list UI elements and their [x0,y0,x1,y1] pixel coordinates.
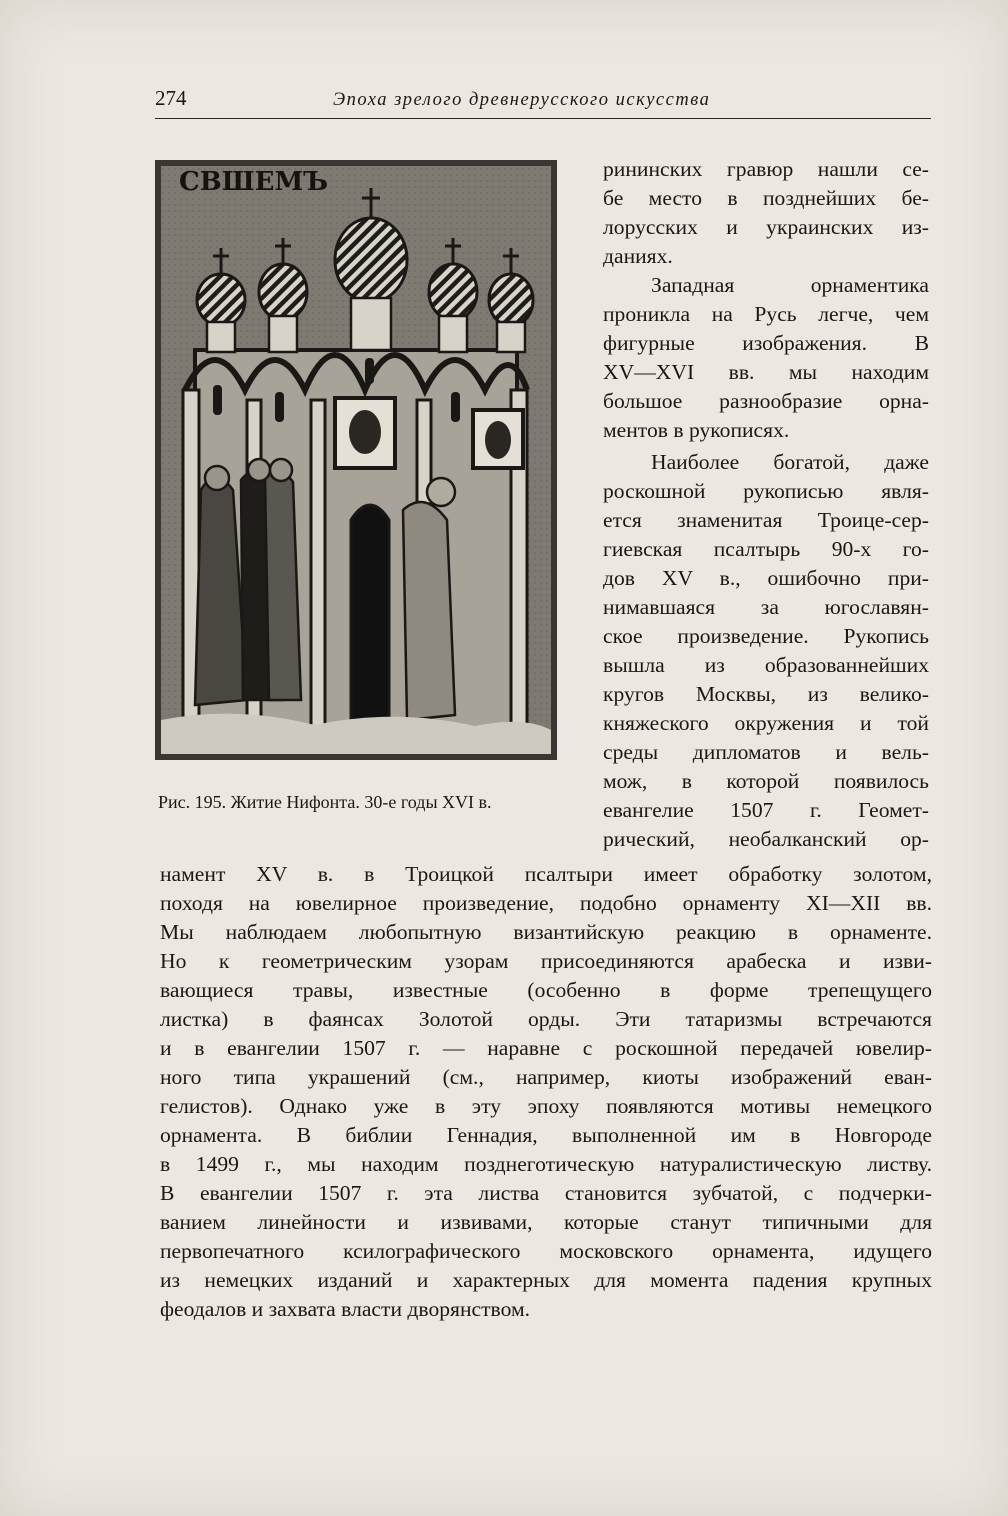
column-line: княжеского окружения и той [603,711,929,735]
figure-caption: Рис. 195. Житие Нифонта. 30-е годы XVI в. [158,792,492,812]
column-line: Западная орнаментика [651,273,929,297]
body-line: в 1499 г., мы находим позднеготическую натуралистическую листву. [160,1152,932,1176]
column-line: фигурные изображения. В [603,331,929,355]
body-line: первопечатного ксилографического московского орнамента, идущего [160,1239,932,1263]
body-line: и в евангелии 1507 г. — наравне с роскошной передачей ювелир- [160,1036,932,1060]
column-line: рический, необалканский ор- [603,827,929,851]
body-line: из немецких изданий и характерных для момента падения крупных [160,1268,932,1292]
column-line: евангелие 1507 г. Геомет- [603,798,929,822]
column-line: ское произведение. Рукопись [603,624,929,648]
body-line: феодалов и захвата власти дворянством. [160,1297,531,1321]
column-line: среды дипломатов и вель- [603,740,929,764]
column-line: ется знаменитая Троице-сер- [603,508,929,532]
body-line: Мы наблюдаем любопытную византийскую реакцию в орнаменте. [160,920,932,944]
column-line: даниях. [603,244,673,268]
column-line: гиевская псалтырь 90-х го- [603,537,929,561]
body-line: ванием линейности и извивами, которые станут типичными для [160,1210,932,1234]
page-header [155,86,931,116]
column-line: большое разнообразие орна- [603,389,929,413]
column-line: Наиболее богатой, даже [651,450,929,474]
icon-illustration-church [155,160,557,760]
column-line: XV—XVI вв. мы находим [603,360,929,384]
column-line: лорусских и украинских из- [603,215,929,239]
column-line: ментов в рукописях. [603,418,790,442]
column-line: вышла из образованнейших [603,653,929,677]
column-line: кругов Москвы, из велико- [603,682,929,706]
column-line: рининских гравюр нашли се- [603,157,929,181]
column-line: проникла на Русь легче, чем [603,302,929,326]
header-rule [155,118,931,119]
page-number: 274 [155,86,187,110]
column-line: нимавшаяся за югославян- [603,595,929,619]
body-line: орнамента. В библии Геннадия, выполненной им в Новгороде [160,1123,932,1147]
column-line: бе место в позднейших бе- [603,186,929,210]
body-line: походя на ювелирное произведение, подобно орнаменту XI—XII вв. [160,891,932,915]
running-title: Эпоха зрелого древнерусского искусства [333,90,711,110]
column-line: роскошной рукописью явля- [603,479,929,503]
figure-inscription: СВШЕМЪ [179,167,329,197]
body-line: намент XV в. в Троицкой псалтыри имеет обработку золотом, [160,862,932,886]
figure-illustration [155,160,557,760]
column-line: дов XV в., ошибочно при- [603,566,929,590]
column-line: мож, в которой появилось [603,769,929,793]
body-line: гелистов). Однако уже в эту эпоху появляются мотивы немецкого [160,1094,932,1118]
body-line: листка) в фаянсах Золотой орды. Эти татаризмы встречаются [160,1007,932,1031]
body-line: Но к геометрическим узорам присоединяются арабеска и изви- [160,949,932,973]
body-line: ного типа украшений (см., например, киоты изображений еван- [160,1065,932,1089]
body-line: В евангелии 1507 г. эта листва становится зубчатой, с подчерки- [160,1181,932,1205]
body-line: вающиеся травы, известные (особенно в форме трепещущего [160,978,932,1002]
